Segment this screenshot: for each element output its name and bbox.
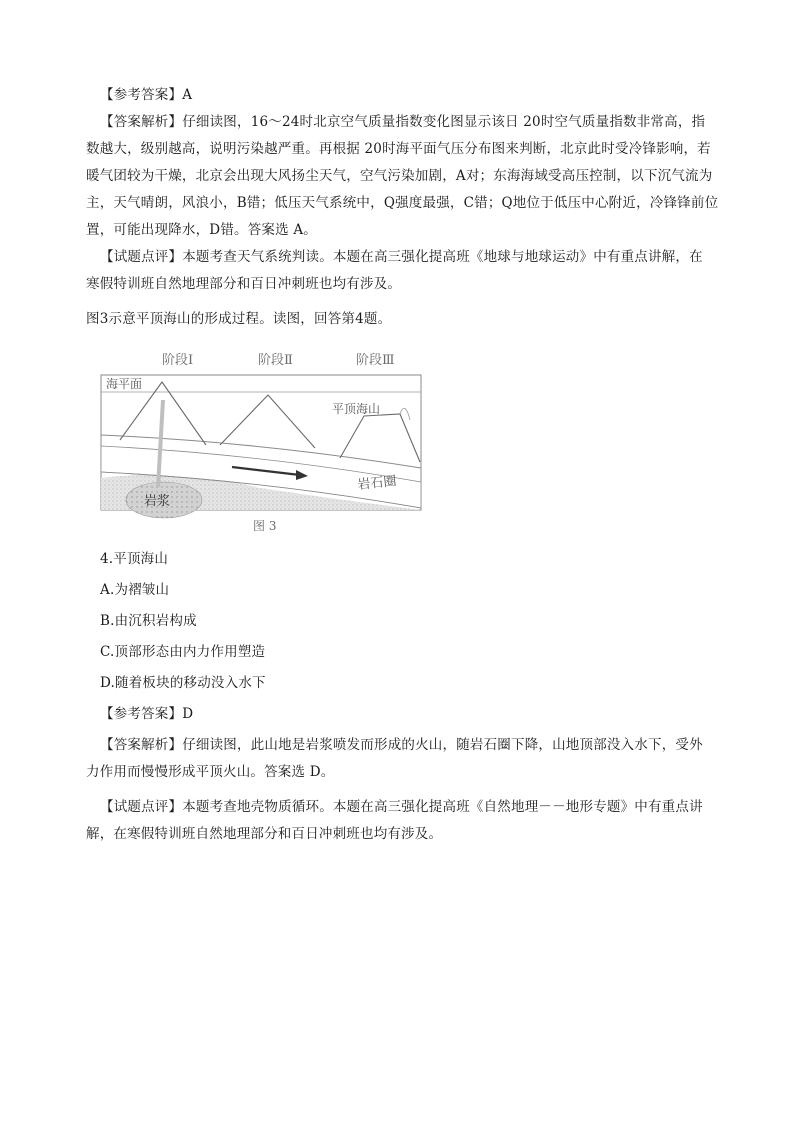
q3-analysis-line: 主，天气晴朗，风浪小，B错；低压天气系统中，Q强度最强，C错；Q地位于低压中心附近，冷锋锋前位 [86, 195, 719, 211]
q4-answer [100, 701, 720, 728]
q4-option-text: D.随着板块的移动没入水下 [100, 675, 266, 691]
q3-analysis [86, 109, 720, 244]
q4-option-text: C.顶部形态由内力作用塑造 [100, 644, 266, 660]
guyot-label: 平顶海山 [332, 402, 381, 416]
q4-stem-text: 4.平顶海山 [100, 551, 169, 567]
q4-comment [86, 794, 720, 848]
q3-analysis-line: 数越大，级别越高，说明污染越严重。再根据 20时海平面气压分布图来判断，北京此时受冷锋影响，若 [86, 141, 711, 157]
q4-analysis [86, 732, 720, 786]
q4-option-c [100, 639, 720, 666]
stage2-label: 阶段Ⅱ [258, 353, 293, 368]
stage1-label: 阶段Ⅰ [162, 353, 194, 368]
q4-answer-text: 【参考答案】D [100, 706, 194, 722]
lithosphere-label: 岩石圈 [356, 473, 398, 493]
q4-comment-line: 【试题点评】本题考查地壳物质循环。本题在高三强化提高班《自然地理－－地形专题》中有重点讲 [100, 799, 703, 815]
q4-option-a [100, 577, 720, 604]
q3-analysis-line: 置，可能出现降水，D错。答案选 A。 [86, 222, 317, 238]
q4-option-b [100, 608, 720, 635]
q4-analysis-line: 【答案解析】仔细读图，此山地是岩浆喷发而形成的火山，随岩石圈下降，山地顶部没入水下，受外 [100, 737, 703, 753]
q4-stem [100, 546, 720, 573]
q3-comment [86, 244, 720, 298]
q4-analysis-line: 力作用而慢慢形成平顶火山。答案选 D。 [86, 764, 335, 780]
stage3-label: 阶段Ⅲ [356, 353, 395, 368]
q3-answer [100, 82, 720, 109]
q4-comment-line: 解，在寒假特训班自然地理部分和百日冲刺班也均有涉及。 [86, 826, 443, 842]
figure-intro [86, 306, 706, 333]
q3-analysis-line: 暖气团较为干燥，北京会出现大风扬尘天气，空气污染加剧，A对；东海海域受高压控制，以下沉气流为 [86, 168, 713, 184]
q3-comment-line: 寒假特训班自然地理部分和百日冲刺班也均有涉及。 [86, 276, 402, 292]
sea-level-label: 海平面 [106, 377, 143, 391]
q3-comment-line: 【试题点评】本题考查天气系统判读。本题在高三强化提高班《地球与地球运动》中有重点讲解，在 [100, 249, 703, 265]
q4-option-text: B.由沉积岩构成 [100, 613, 197, 629]
q4-option-text: A.为褶皱山 [100, 582, 170, 598]
figure-intro-text: 图3示意平顶海山的形成过程。读图，回答第4题。 [86, 311, 392, 327]
guyot-formation-diagram [100, 340, 455, 540]
q3-analysis-line: 【答案解析】仔细读图，16～24时北京空气质量指数变化图显示该日 20时空气质量指数非常高，指 [100, 114, 706, 130]
figure-caption: 图 3 [253, 519, 277, 533]
figure-3 [100, 340, 455, 540]
q3-answer-text: 【参考答案】A [100, 87, 193, 103]
q4-option-d [100, 670, 720, 697]
magma-label: 岩浆 [144, 494, 171, 509]
